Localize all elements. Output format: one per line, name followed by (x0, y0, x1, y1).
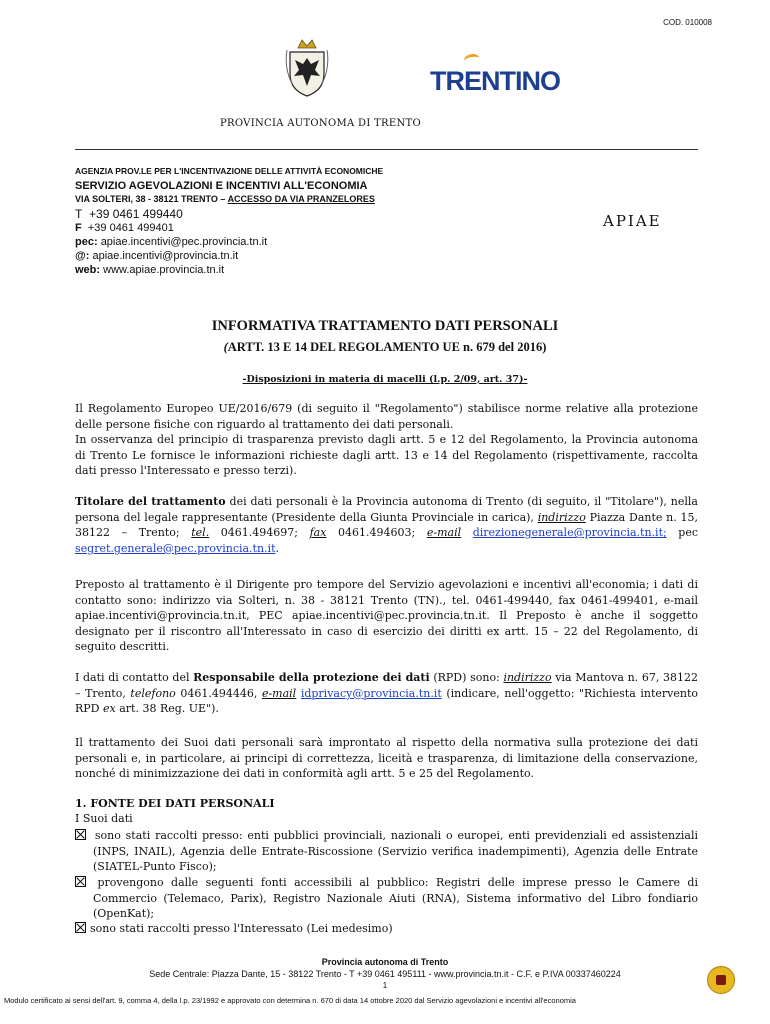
paragraph-regulation: Il Regolamento Europeo UE/2016/679 (di seguito il "Regolamento") stabilisce norme relative alla protezione delle persone fisiche con riguardo al trattamento dei dati personali. (75, 402, 698, 431)
service-name: SERVIZIO AGEVOLAZIONI E INCENTIVI ALL'ECONOMIA (75, 180, 368, 192)
trentino-logo: TRENTINO (430, 66, 560, 97)
fax-contact: F +39 0461 499401 (75, 222, 174, 234)
document-code: COD. 010008 (663, 18, 712, 27)
email-contact: @: apiae.incentivi@provincia.tn.it (75, 250, 239, 262)
source-item-public-bodies: sono stati raccolti presso: enti pubblici provinciali, nazionali o europei, enti previdenziali ed assistenziali (INPS, INAIL), Agenzia delle Entrate-Riscossione (Servizio verifica inadempimenti), Agenzia delle Entrate (SIATEL-Punto Fisco); (75, 828, 698, 875)
document-title: INFORMATIVA TRATTAMENTO DATI PERSONALI (211, 318, 559, 334)
source-item-interested-party: sono stati raccolti presso l'Interessato (Lei medesimo) (75, 921, 698, 937)
certification-seal-icon (707, 966, 735, 994)
footer-certification: Modulo certificato ai sensi dell'art. 9, comma 4, della l.p. 23/1992 e approvato con determina n. 670 di data 14 ottobre 2020 dal Servizio agevolazioni e incentivi all'economia (4, 996, 576, 1005)
paragraph-processor: Preposto al trattamento è il Dirigente pro tempore del Servizio agevolazioni e incentivi all'economia; i dati di contatto sono: indirizzo via Solteri, n. 38 - 38121 Trento (TN)., tel. 0461-499440, fax 0461-499401, e-mail apiae.incentivi@provincia.tn.it, PEC apiae.incentivi@pec.provincia.tn.it. Il Preposto è anche il soggetto designato per il riscontro all'Interessato in caso di esercizio dei diritti ex artt. 15 – 22 del Regolamento, di seguito descritti. (75, 578, 698, 654)
footer-seat: Sede Centrale: Piazza Dante, 15 - 38122 Trento - T +39 0461 495111 - www.provincia.tn.it - C.F. e P.IVA 00337460224 (149, 969, 621, 979)
header-divider (75, 149, 698, 150)
source-item-public-sources: provengono dalle seguenti fonti accessibili al pubblico: Registri delle imprese presso le Camere di Commercio (Telemaco, Parix), Registro Nazionale Aiuti (RNA), Sistema informativo del Libro fondiario (OpenKat); (75, 875, 698, 922)
document-subtitle: (ARTT. 13 E 14 DEL REGOLAMENTO UE n. 679 del 2016) (223, 340, 547, 354)
section-1-title: 1. FONTE DEI DATI PERSONALI (75, 797, 275, 810)
page-number: 1 (382, 981, 388, 990)
checked-box-icon (75, 922, 86, 933)
checked-box-icon (75, 829, 86, 840)
province-name: PROVINCIA AUTONOMA DI TRENTO (220, 118, 421, 129)
coat-of-arms-icon (284, 38, 330, 98)
dispositions-line: -Disposizioni in materia di macelli (l.p. 2/09, art. 37)- (242, 374, 528, 385)
controller-email-link[interactable]: direzionegenerale@provincia.tn.it; (472, 526, 667, 540)
checked-box-icon (75, 876, 86, 887)
paragraph-principles: Il trattamento dei Suoi dati personali sarà improntato al rispetto della normativa sulla protezione dei dati personali e, in particolare, ai principi di correttezza, liceità e trasparenza, di limitazione della conservazione, nonché di minimizzazione dei dati in conformità agli artt. 5 e 25 del Regolamento. (75, 736, 698, 781)
agency-name: AGENZIA PROV.LE PER L'INCENTIVAZIONE DELLE ATTIVITÀ ECONOMICHE (75, 166, 384, 176)
pec-contact: pec: apiae.incentivi@pec.provincia.tn.it (75, 236, 268, 248)
dpo-email-link[interactable]: idprivacy@provincia.tn.it (300, 686, 442, 700)
paragraph-dpo: I dati di contatto del Responsabile della protezione dei dati (RPD) sono: indirizzo via Mantova n. 67, 38122 – Trento, telefono 0461.494446, e-mail idprivacy@provincia.tn.it (indicare, nell'oggetto: "Richiesta intervento RPD ex art. 38 Reg. UE"). (75, 671, 698, 716)
paragraph-controller: Titolare del trattamento dei dati personali è la Provincia autonoma di Trento (di seguito, il "Titolare"), nella persona del legale rappresentante (Presidente della Giunta Provinciale in carica), indirizzo Piazza Dante n. 15, 38122 – Trento; tel. 0461.494697; fax 0461.494603; e-mail direzionegenerale@provincia.tn.it; pec segret.generale@pec.provincia.tn.it. (75, 495, 699, 555)
controller-pec-link[interactable]: segret.generale@pec.provincia.tn.it (75, 541, 276, 555)
apiae-logo: APIAE (603, 212, 662, 230)
section-1-intro: I Suoi dati (75, 812, 133, 825)
paragraph-transparency: In osservanza del principio di trasparenza previsto dagli artt. 5 e 12 del Regolamento, la Provincia autonoma di Trento Le fornisce le informazioni richieste dagli artt. 13 e 14 del Regolamento (rispettivamente, raccolta dati presso l'Interessato e presso terzi). (75, 433, 698, 478)
phone-contact: T +39 0461 499440 (75, 207, 183, 221)
service-address: VIA SOLTERI, 38 - 38121 TRENTO – ACCESSO DA VIA PRANZELORES (75, 194, 375, 204)
web-contact: web: www.apiae.provincia.tn.it (75, 264, 225, 276)
footer-title: Provincia autonoma di Trento (321, 957, 449, 967)
